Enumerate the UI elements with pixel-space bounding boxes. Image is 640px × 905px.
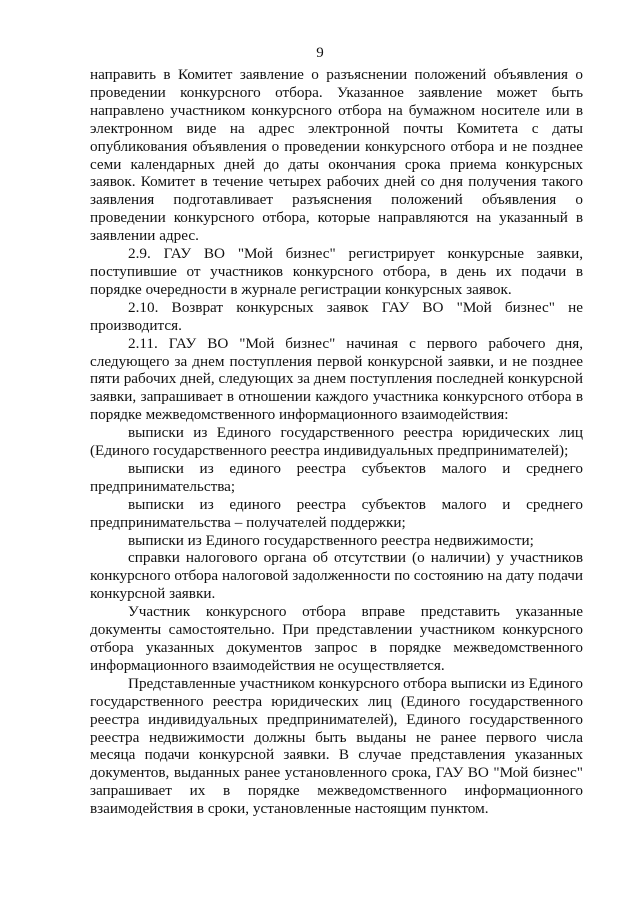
document-body bbox=[90, 66, 583, 818]
page-number: 9 bbox=[316, 45, 324, 61]
paragraph-2-11: 2.11. ГАУ ВО "Мой бизнес" начиная с первого рабочего дня, следующего за днем поступления первой конкурсной заявки, и не позднее пяти рабочих дней, следующих за днем поступления последней конкурсной заявки, запрашивает в отношении каждого участника конкурсного отбора в порядке межведомственного информационного взаимодействия: bbox=[90, 334, 583, 424]
list-item-egrul-extract: выписки из Единого государственного реестра юридических лиц (Единого государственного реестра индивидуальных предпринимателей); bbox=[90, 424, 583, 460]
paragraph-2-10: 2.10. Возврат конкурсных заявок ГАУ ВО "Мой бизнес" не производится. bbox=[90, 298, 583, 334]
paragraph-extract-validity: Представленные участником конкурсного отбора выписки из Единого государственного реестра юридических лиц (Единого государственного реестра индивидуальных предпринимателей), Единого государственного реестра недвижимости должны быть выданы не ранее первого числа месяца подачи конкурсной заявки. В случае представления указанных документов, выданных ранее установленного срока, ГАУ ВО "Мой бизнес" запрашивает их в порядке межведомственного информационного взаимодействия в сроки, установленные настоящим пунктом. bbox=[90, 674, 583, 818]
list-item-egrn-extract: выписки из Единого государственного реестра недвижимости; bbox=[128, 531, 534, 549]
paragraph-2-9: 2.9. ГАУ ВО "Мой бизнес" регистрирует конкурсные заявки, поступившие от участников конкурсного отбора, в день их подачи в порядке очередности в журнале регистрации конкурсных заявок. bbox=[90, 245, 583, 298]
paragraph-self-submission: Участник конкурсного отбора вправе представить указанные документы самостоятельно. При представлении участником конкурсного отбора указанных документов запрос в порядке межведомственного информационного взаимодействия не осуществляется. bbox=[90, 603, 583, 674]
list-item-tax-certificate: справки налогового органа об отсутствии (о наличии) у участников конкурсного отбора налоговой задолженности по состоянию на дату подачи конкурсной заявки. bbox=[90, 549, 583, 603]
list-item-sme-registry-extract: выписки из единого реестра субъектов малого и среднего предпринимательства; bbox=[90, 459, 583, 495]
paragraph-clarification-request: направить в Комитет заявление о разъяснении положений объявления о проведении конкурсного отбора. Указанное заявление может быть направлено участником конкурсного отбора на бумажном носителе или в электронном виде на адрес электронной почты Комитета с даты опубликования объявления о проведении конкурсного отбора и не позднее семи календарных дней до даты окончания срока приема конкурсных заявок. Комитет в течение четырех рабочих дней со дня получения такого заявления подготавливает разъяснения положений объявления о проведении конкурсного отбора, которые направляются на указанный в заявлении адрес. bbox=[90, 66, 583, 245]
list-item-sme-support-registry-extract: выписки из единого реестра субъектов малого и среднего предпринимательства – получателей поддержки; bbox=[90, 495, 583, 531]
